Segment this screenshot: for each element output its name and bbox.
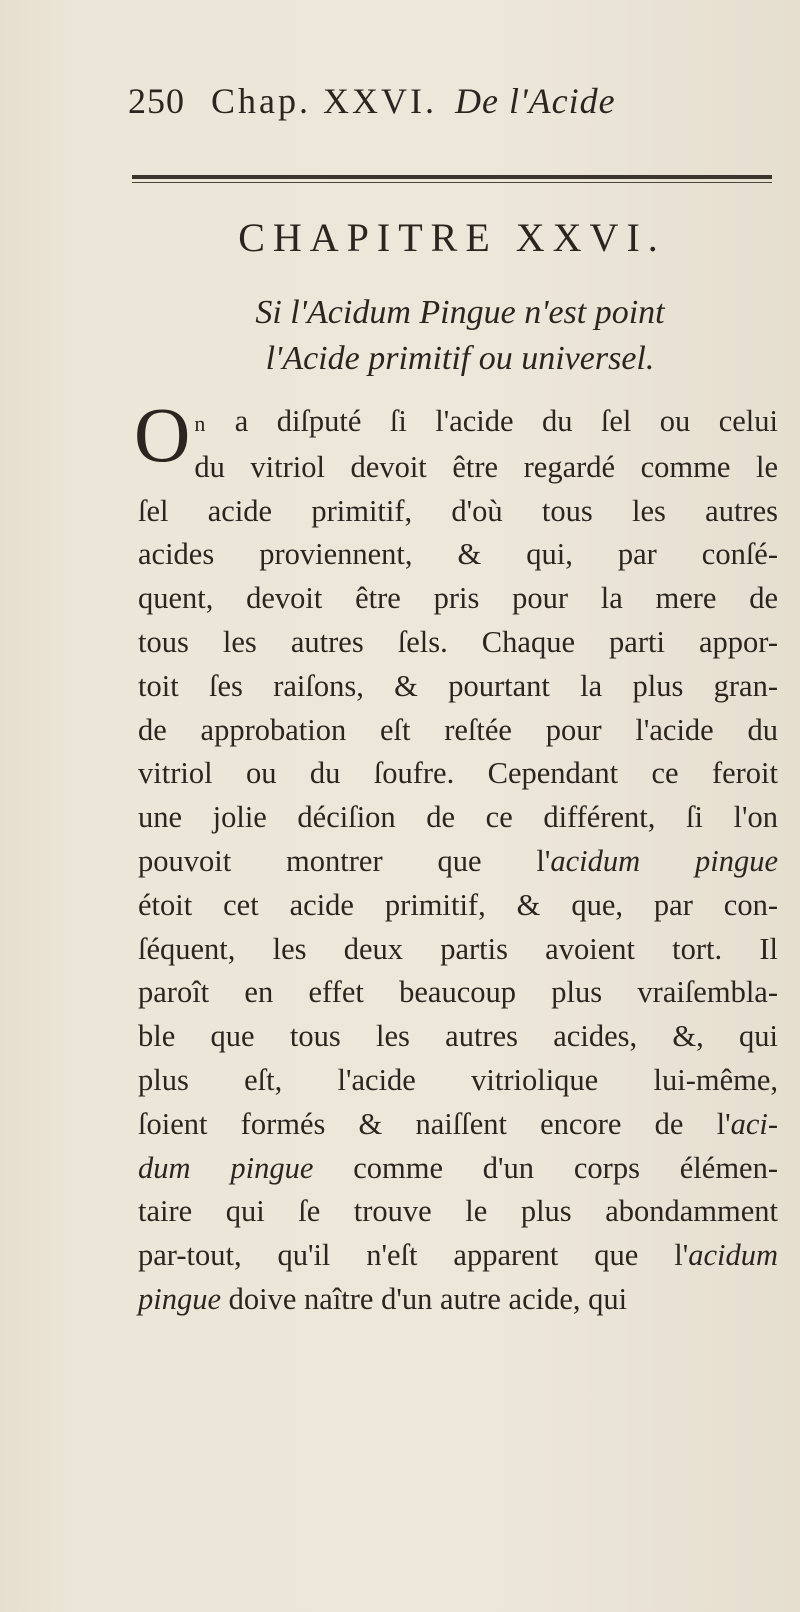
text-line-13: ſéquent, les deux partis avoient tort. Il — [138, 931, 778, 966]
text-line-11-a: pouvoit montrer que l' — [138, 843, 551, 878]
running-head-subject: De l'Acide — [454, 81, 616, 121]
text-line-12: étoit cet acide primitif, & que, par con- — [138, 887, 778, 922]
text-line-6: tous les autres ſels. Chaque parti appor- — [138, 624, 778, 659]
text-line-15: ble que tous les autres acides, &, qui — [138, 1019, 778, 1054]
header-rule-thick — [132, 175, 772, 179]
text-line-18-italic: dum pingue — [138, 1150, 314, 1185]
running-head — [128, 80, 768, 130]
text-line-20-italic: acidum — [688, 1238, 778, 1273]
text-line-17 — [138, 1103, 778, 1147]
text-line-19: taire qui ſe trouve le plus abondamment — [138, 1194, 778, 1229]
text-line-18-b: comme d'un corps élémen- — [313, 1150, 778, 1185]
text-line-5: quent, devoit être pris pour la mere de — [138, 581, 778, 616]
drop-cap: O — [134, 391, 191, 478]
text-line-7: toit ſes raiſons, & pourtant la plus gran- — [138, 668, 778, 703]
section-title — [140, 290, 780, 382]
text-line-1 — [138, 400, 778, 446]
text-line-16: plus eſt, l'acide vitriolique lui-même, — [138, 1062, 778, 1097]
chapter-title: CHAPITRE XXVI. — [238, 215, 666, 260]
text-line-21-italic: pingue — [138, 1281, 222, 1316]
text-line-17-italic: aci- — [730, 1106, 778, 1141]
section-title-line-2: l'Acide primitif ou universel. — [265, 340, 655, 377]
text-line-10: une jolie déciſion de ce différent, ſi l'on — [138, 800, 778, 835]
text-line-2: du vitriol devoit être regardé comme le — [194, 449, 778, 484]
text-line-17-a: ſoient formés & naiſſent encore de l' — [138, 1106, 731, 1141]
text-line-20 — [138, 1234, 778, 1278]
text-line-11 — [138, 840, 778, 884]
text-line-3: ſel acide primitif, d'où tous les autres — [138, 493, 778, 528]
text-line-14: paroît en effet beaucoup plus vraiſembla- — [138, 975, 778, 1010]
text-line-1-rest: a diſputé ſi l'acide du ſel ou celui — [206, 404, 778, 438]
text-line-11-italic: acidum pingue — [550, 843, 778, 878]
text-line-21-b: doive naître d'un autre acide, qui — [221, 1281, 628, 1316]
header-rule — [132, 175, 772, 185]
text-line-9: vitriol ou du ſoufre. Cependant ce feroit — [138, 756, 778, 791]
text-line-21 — [138, 1278, 778, 1322]
page-number: 250 — [128, 81, 185, 121]
text-line-18 — [138, 1147, 778, 1191]
running-head-chapter: Chap. XXVI. — [211, 81, 437, 121]
text-line-8: de approbation eſt reſtée pour l'acide du — [138, 712, 778, 747]
section-title-line-1: Si l'Acidum Pingue n'est point — [255, 294, 665, 331]
text-line-20-a: par-tout, qu'il n'eſt apparent que l' — [138, 1238, 689, 1273]
header-rule-thin — [132, 182, 772, 183]
text-line-4: acides proviennent, & qui, par conſé- — [138, 537, 778, 572]
body-text — [134, 391, 778, 1322]
drop-cap-continuation: n — [194, 411, 207, 436]
